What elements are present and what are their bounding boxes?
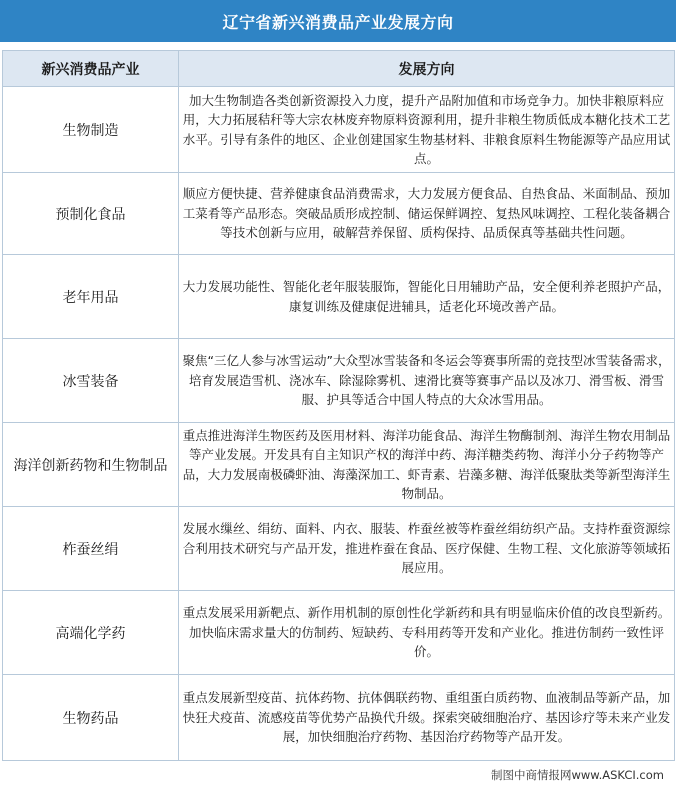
industry-cell: 预制化食品 <box>3 173 179 255</box>
industry-table <box>2 50 675 761</box>
direction-cell: 聚焦“三亿人参与冰雪运动”大众型冰雪装备和冬运会等赛事所需的竞技型冰雪装备需求，培育发展造雪机、浇冰车、除湿除雾机、速滑比赛等赛事产品以及冰刀、滑雪板、滑雪服、护具等适合中国人特点的大众冰雪用品。 <box>179 339 675 423</box>
direction-cell: 大力发展功能性、智能化老年服装服饰，智能化日用辅助产品，安全便利养老照护产品，康复训练及健康促进辅具，适老化环境改善产品。 <box>179 255 675 339</box>
table-row <box>3 675 675 761</box>
header-direction: 发展方向 <box>179 51 675 87</box>
direction-cell: 顺应方便快捷、营养健康食品消费需求，大力发展方便食品、自热食品、米面制品、预加工菜肴等产品形态。突破品质形成控制、储运保鲜调控、复热风味调控、工程化装备耦合等技术创新与应用，破解营养保留、质构保持、品质保真等基础共性问题。 <box>179 173 675 255</box>
table-header-row <box>3 51 675 87</box>
direction-cell: 发展水缫丝、绢纺、面料、内衣、服装、柞蚕丝被等柞蚕丝绢纺织产品。支持柞蚕资源综合利用技术研究与产品开发，推进柞蚕在食品、医疗保健、生物工程、文化旅游等领域拓展应用。 <box>179 507 675 591</box>
table-row <box>3 87 675 173</box>
table-row <box>3 423 675 507</box>
direction-cell: 重点推进海洋生物医药及医用材料、海洋功能食品、海洋生物酶制剂、海洋生物农用制品等产业发展。开发具有自主知识产权的海洋中药、海洋糖类药物、海洋小分子药物等产品，大力发展南极磷虾油、海藻深加工、虾青素、岩藻多糖、海洋低聚肽类等新型海洋生物制品。 <box>179 423 675 507</box>
industry-cell: 生物制造 <box>3 87 179 173</box>
source-footer: 制图中商情报网www.ASKCI.com <box>490 768 664 782</box>
industry-cell: 老年用品 <box>3 255 179 339</box>
table-row <box>3 173 675 255</box>
industry-cell: 生物药品 <box>3 675 179 761</box>
direction-cell: 重点发展采用新靶点、新作用机制的原创性化学新药和具有明显临床价值的改良型新药。加快临床需求量大的仿制药、短缺药、专科用药等开发和产业化。推进仿制药一致性评价。 <box>179 591 675 675</box>
table-row <box>3 255 675 339</box>
industry-cell: 冰雪装备 <box>3 339 179 423</box>
direction-cell: 重点发展新型疫苗、抗体药物、抗体偶联药物、重组蛋白质药物、血液制品等新产品，加快狂犬疫苗、流感疫苗等优势产品换代升级。探索突破细胞治疗、基因诊疗等未来产业发展，加快细胞治疗药物、基因治疗药物等产品开发。 <box>179 675 675 761</box>
industry-cell: 高端化学药 <box>3 591 179 675</box>
industry-cell: 海洋创新药物和生物制品 <box>3 423 179 507</box>
table-row <box>3 591 675 675</box>
page-title: 辽宁省新兴消费品产业发展方向 <box>0 0 676 42</box>
direction-cell: 加大生物制造各类创新资源投入力度，提升产品附加值和市场竞争力。加快非粮原料应用，大力拓展秸秆等大宗农林废弃物原料资源利用，提升非粮生物质低成本糖化技术工艺水平。引导有条件的地区、企业创建国家生物基材料、非粮食原料生物能源等产品应用试点。 <box>179 87 675 173</box>
table-row <box>3 339 675 423</box>
table-row <box>3 507 675 591</box>
industry-cell: 柞蚕丝绢 <box>3 507 179 591</box>
header-industry: 新兴消费品产业 <box>3 51 179 87</box>
